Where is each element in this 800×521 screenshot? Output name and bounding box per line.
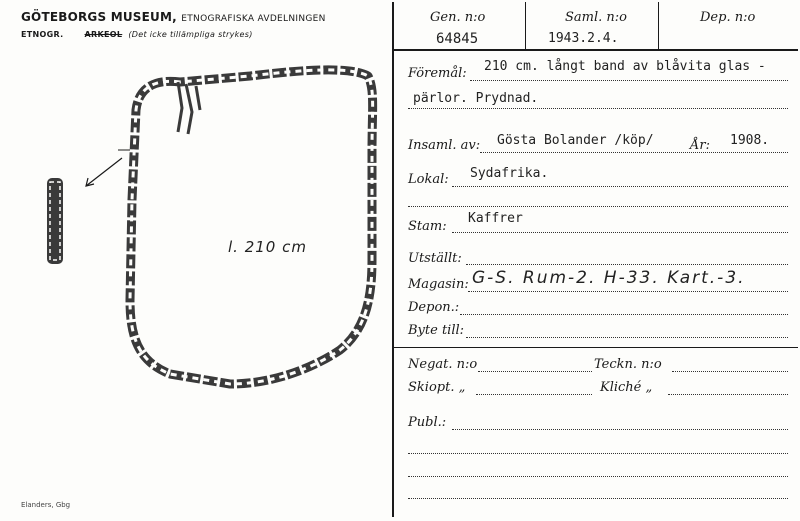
- byte-label: Byte till:: [408, 323, 465, 338]
- kliche-label: Kliché „: [600, 380, 653, 395]
- foremal-label: Föremål:: [408, 66, 467, 81]
- negat-label: Negat. n:o: [408, 357, 478, 372]
- insamlat-label: Insaml. av:: [408, 138, 481, 153]
- gen-no-label: Gen. n:o: [430, 10, 486, 25]
- ar-label: År:: [690, 138, 710, 153]
- utstallt-label: Utställt:: [408, 251, 462, 266]
- insamlat-value: Gösta Bolander /köp/: [497, 133, 654, 148]
- lokal-value: Sydafrika.: [470, 166, 549, 181]
- knot-tassel: [178, 82, 200, 134]
- header-rule: [392, 49, 798, 51]
- arkeol-struck-label: ARKEOL: [84, 30, 123, 39]
- lokal-label: Lokal:: [408, 172, 449, 187]
- etnogr-label: ETNOGR.: [21, 30, 64, 39]
- section-rule: [392, 347, 798, 348]
- dep-no-label: Dep. n:o: [700, 10, 756, 25]
- stam-label: Stam:: [408, 219, 447, 234]
- detail-arrow: [86, 150, 130, 186]
- magasin-label: Magasin:: [408, 277, 469, 292]
- stam-value: Kaffrer: [468, 211, 523, 226]
- gen-no-value: 64845: [436, 31, 479, 47]
- depon-label: Depon.:: [408, 300, 460, 315]
- department-name: ETNOGRAFISKA AVDELNINGEN: [181, 14, 326, 24]
- saml-no-value: 1943.2.4.: [548, 31, 619, 46]
- magasin-value: G-S. Rum-2. H-33. Kart.-3.: [472, 268, 746, 288]
- number-divider-1: [525, 2, 526, 50]
- printer-imprint: Elanders, Gbg: [21, 501, 71, 509]
- museum-name: GÖTEBORGS MUSEUM,: [21, 10, 177, 24]
- skiopt-label: Skiopt. „: [408, 380, 466, 395]
- ar-value: 1908.: [730, 133, 770, 148]
- length-annotation: l. 210 cm: [228, 238, 307, 256]
- teckn-label: Teckn. n:o: [594, 357, 662, 372]
- foremal-line-1: 210 cm. långt band av blåvita glas -: [484, 59, 766, 74]
- publ-label: Publ.:: [408, 415, 447, 430]
- saml-no-label: Saml. n:o: [565, 10, 627, 25]
- necklace-loop: [130, 70, 373, 384]
- foremal-line-2: pärlor. Prydnad.: [413, 91, 539, 106]
- strike-note: (Det icke tillämpliga strykes): [128, 30, 253, 39]
- number-divider-2: [658, 2, 659, 50]
- main-divider: [392, 2, 394, 517]
- necklace-drawing: [0, 0, 395, 521]
- bead-detail: [47, 178, 63, 264]
